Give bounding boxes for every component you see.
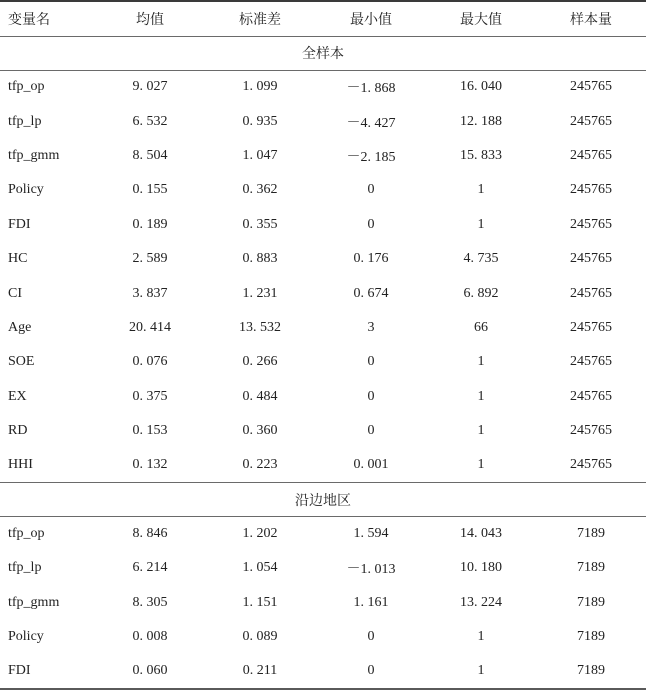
cell-std: 0. 883 [242,251,278,267]
table-row [0,517,646,551]
cell-std: 0. 089 [242,629,278,645]
table-row [0,276,646,310]
cell-max: 1 [477,216,485,232]
cell-variable: Age [8,319,32,335]
cell-mean: 0. 153 [132,423,168,439]
cell-n: 245765 [570,457,612,473]
cell-mean: 8. 305 [132,594,168,610]
cell-std: 0. 935 [242,113,278,129]
cell-std: 0. 355 [242,216,278,232]
table-row [0,551,646,585]
cell-mean: 0. 076 [132,354,168,370]
cell-std: 0. 360 [242,423,278,439]
cell-mean: 8. 846 [132,526,168,542]
cell-n: 7189 [577,662,605,678]
cell-mean: 2. 589 [132,251,168,267]
table-row [0,311,646,345]
cell-mean: 0. 008 [132,629,168,645]
cell-std: 0. 484 [242,388,278,404]
cell-max: 1 [477,457,485,473]
cell-variable: tfp_gmm [8,594,60,610]
cell-n: 245765 [570,79,612,95]
cell-mean: 8. 504 [132,147,168,163]
cell-n: 245765 [570,423,612,439]
cell-min: －2. 185 [346,149,396,165]
cell-max: 1 [477,388,485,404]
cell-min: 0. 674 [353,285,389,301]
cell-std: 13. 532 [239,319,281,335]
cell-mean: 0. 189 [132,216,168,232]
cell-n: 245765 [570,251,612,267]
table-row [0,585,646,619]
cell-variable: Policy [8,629,44,645]
cell-min: 0. 001 [353,457,389,473]
header-variable: 变量名 [8,11,50,28]
cell-max: 1 [477,182,485,198]
table-row [0,173,646,207]
cell-n: 245765 [570,182,612,198]
table-header [0,1,646,36]
cell-max: 12. 188 [460,113,502,129]
cell-std: 1. 054 [242,560,278,576]
cell-variable: FDI [8,216,31,232]
cell-mean: 9. 027 [132,79,168,95]
cell-n: 245765 [570,388,612,404]
cell-variable: tfp_op [8,79,45,95]
cell-variable: SOE [8,354,35,370]
header-row [0,1,646,36]
cell-max: 1 [477,423,485,439]
cell-min: 1. 594 [353,526,389,542]
cell-n: 245765 [570,354,612,370]
cell-min: 0 [367,662,375,678]
cell-std: 0. 223 [242,457,278,473]
table-row [0,104,646,138]
header-mean: 均值 [136,11,164,28]
table-row [0,345,646,379]
cell-max: 66 [474,319,488,335]
cell-variable: RD [8,423,28,439]
cell-variable: tfp_lp [8,560,42,576]
cell-std: 1. 151 [242,594,278,610]
cell-max: 6. 892 [463,285,499,301]
cell-mean: 0. 132 [132,457,168,473]
cell-std: 0. 362 [242,182,278,198]
cell-min: －1. 013 [346,562,396,578]
cell-std: 1. 231 [242,285,278,301]
cell-n: 245765 [570,147,612,163]
cell-n: 245765 [570,285,612,301]
table-row [0,448,646,482]
cell-mean: 0. 375 [132,388,168,404]
cell-std: 1. 099 [242,79,278,95]
section-header-row [0,36,646,70]
cell-min: 0. 176 [353,251,389,267]
table-row [0,380,646,414]
cell-mean: 20. 414 [129,319,171,335]
cell-variable: tfp_gmm [8,147,60,163]
section-title: 全样本 [302,46,344,62]
header-n: 样本量 [570,11,612,28]
cell-min: －1. 868 [346,81,396,97]
cell-min: 0 [367,354,375,370]
cell-min: 0 [367,388,375,404]
cell-mean: 6. 532 [132,113,168,129]
cell-max: 1 [477,629,485,645]
table-row [0,70,646,104]
cell-max: 15. 833 [460,147,502,163]
cell-max: 10. 180 [460,560,502,576]
cell-min: 0 [367,629,375,645]
cell-min: 1. 161 [353,594,389,610]
cell-max: 4. 735 [463,251,499,267]
header-min: 最小值 [350,11,392,28]
cell-max: 1 [477,354,485,370]
cell-n: 245765 [570,319,612,335]
table-row [0,242,646,276]
cell-variable: tfp_lp [8,113,42,129]
cell-n: 7189 [577,629,605,645]
cell-std: 0. 266 [242,354,278,370]
cell-variable: HC [8,251,28,267]
cell-mean: 3. 837 [132,285,168,301]
cell-variable: CI [8,285,22,301]
cell-min: －4. 427 [346,115,396,131]
cell-std: 1. 202 [242,526,278,542]
cell-max: 1 [477,662,485,678]
cell-max: 13. 224 [460,594,502,610]
section-header-row [0,483,646,517]
table-row [0,654,646,688]
cell-max: 14. 043 [460,526,502,542]
cell-std: 1. 047 [242,147,278,163]
cell-n: 7189 [577,560,605,576]
cell-n: 245765 [570,113,612,129]
table-body [0,36,646,689]
cell-n: 7189 [577,526,605,542]
header-max: 最大值 [460,11,502,28]
cell-variable: FDI [8,662,31,678]
cell-variable: EX [8,388,27,404]
cell-variable: tfp_op [8,526,45,542]
cell-min: 0 [367,182,375,198]
cell-min: 0 [367,216,375,232]
cell-mean: 0. 060 [132,662,168,678]
table-row [0,139,646,173]
cell-mean: 6. 214 [132,560,168,576]
cell-min: 3 [367,319,375,335]
cell-variable: HHI [8,457,33,473]
cell-max: 16. 040 [460,79,502,95]
section-title: 沿边地区 [295,492,351,509]
cell-n: 245765 [570,216,612,232]
cell-std: 0. 211 [242,662,278,678]
table-row [0,414,646,448]
cell-n: 7189 [577,594,605,610]
table-row [0,208,646,242]
table-row [0,620,646,654]
cell-mean: 0. 155 [132,182,168,198]
cell-variable: Policy [8,182,44,198]
header-std: 标准差 [239,11,281,28]
cell-min: 0 [367,423,375,439]
